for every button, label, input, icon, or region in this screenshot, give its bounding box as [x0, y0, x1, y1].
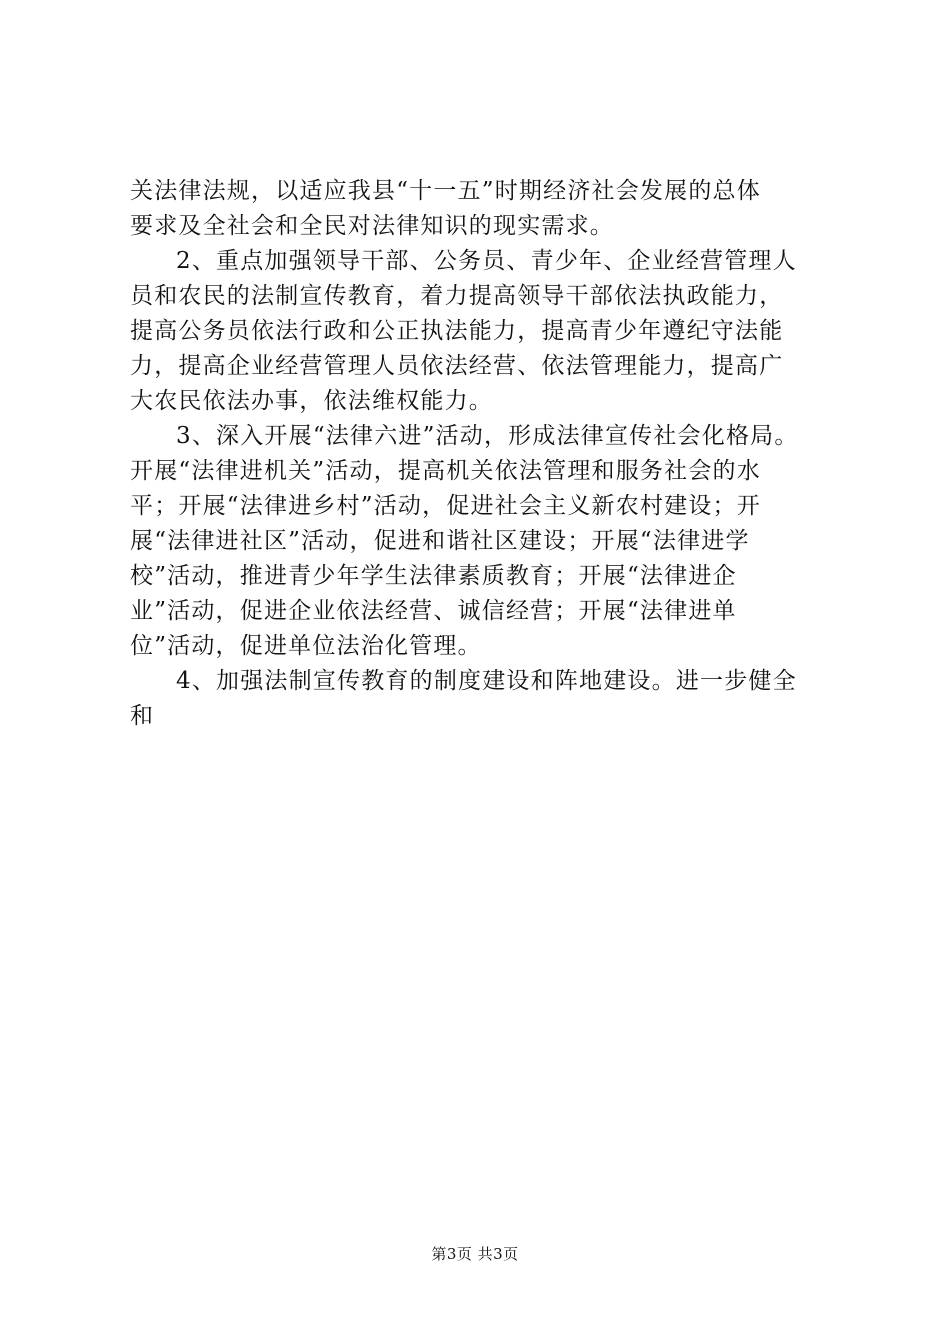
text-line: 校”活动，推进青少年学生法律素质教育；开展“法律进企	[130, 563, 737, 589]
text-line: 2、重点加强领导干部、公务员、青少年、企业经营管理人	[176, 248, 797, 274]
text-line: 关法律法规，以适应我县“十一五”时期经济社会发展的总体	[130, 178, 761, 204]
text-line: 和	[130, 703, 155, 729]
text-line: 力，提高企业经营管理人员依法经营、依法管理能力，提高广	[130, 353, 784, 379]
body-text	[130, 174, 830, 734]
text-line: 大农民依法办事，依法维权能力。	[130, 388, 493, 414]
text-line: 4、加强法制宣传教育的制度建设和阵地建设。进一步健全	[176, 668, 797, 694]
text-line: 3、深入开展“法律六进”活动，形成法律宣传社会化格局。	[176, 423, 799, 449]
text-line: 开展“法律进机关”活动，提高机关依法管理和服务社会的水	[130, 458, 761, 484]
text-line: 业”活动，促进企业依法经营、诚信经营；开展“法律进单	[130, 598, 737, 624]
text-line: 要求及全社会和全民对法律知识的现实需求。	[130, 213, 614, 239]
text-line: 展“法律进社区”活动，促进和谐社区建设；开展“法律进学	[130, 528, 750, 554]
text-line: 员和农民的法制宣传教育，着力提高领导干部依法执政能力，	[130, 283, 784, 309]
text-line: 位”活动，促进单位法治化管理。	[130, 633, 482, 659]
text-line: 提高公务员依法行政和公正执法能力，提高青少年遵纪守法能	[130, 318, 784, 344]
text-line: 平；开展“法律进乡村”活动，促进社会主义新农村建设；开	[130, 493, 761, 519]
page-footer: 第3页 共3页	[431, 1245, 519, 1263]
